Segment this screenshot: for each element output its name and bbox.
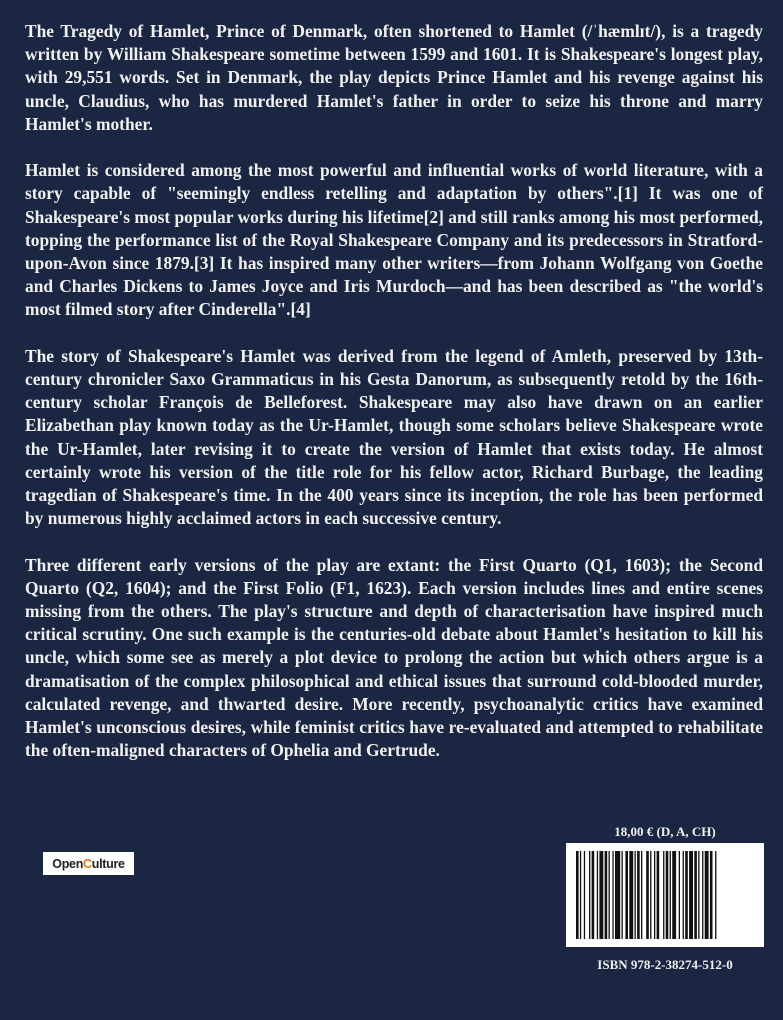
barcode-bar <box>615 851 620 939</box>
barcode-bar <box>679 851 680 939</box>
back-cover-text <box>25 20 763 786</box>
barcode-bar <box>612 851 613 939</box>
barcode-icon <box>566 843 764 947</box>
paragraph-2: Hamlet is considered among the most powerful and influential works of world literature, with a story capable of "seemingly endless retelling and adaptation by others".[1] It was one of Shakespeare's most popular works during his lifetime[2] and still ranks among his most performed, topping the performance list of the Royal Shakespeare Company and its predecessors in Stratford-upon-Avon since 1879.[3] It has inspired many other writers—from Johann Wolfgang von Goethe and Charles Dickens to James Joyce and Iris Murdoch—and has been described as "the world's most filmed story after Cinderella".[4] <box>25 160 763 320</box>
barcode-bar <box>599 851 603 939</box>
barcode-bar <box>637 851 640 939</box>
barcode-bar <box>646 851 649 939</box>
barcode-bar <box>641 851 642 939</box>
paragraph-3: The story of Shakespeare's Hamlet was derived from the legend of Amleth, preserved by 13th-century chronicler Saxo Grammaticus in his Gesta Danorum, as subsequently retold by the 16th-century scholar François de Belleforest. Shakespeare may also have drawn on an earlier Elizabethan play known today as the Ur-Hamlet, though some scholars believe Shakespeare wrote the Ur-Hamlet, later revising it to create the version of Hamlet that exists today. He almost certainly wrote his version of the title role for his fellow actor, Richard Burbage, the leading tragedian of Shakespeare's time. In the 400 years since its inception, the role has been performed by numerous highly acclaimed actors in each successive century. <box>25 345 763 529</box>
barcode-bar <box>609 851 610 939</box>
paragraph-1: The Tragedy of Hamlet, Prince of Denmark, often shortened to Hamlet (/ˈhæmlɪt/), is a tragedy written by William Shakespeare sometime between 1599 and 1601. It is Shakespeare's longest play, with 29,551 words. Set in Denmark, the play depicts Prince Hamlet and his revenge against his uncle, Claudius, who has murdered Hamlet's father in order to seize his throne and marry Hamlet's mother. <box>25 21 763 134</box>
barcode-bar <box>689 851 693 939</box>
barcode-bar <box>698 851 699 939</box>
barcode-bar <box>683 851 684 939</box>
barcode-bar <box>715 851 716 939</box>
barcode-bar <box>685 851 688 939</box>
barcode-bar <box>663 851 664 939</box>
barcode-bar <box>629 851 633 939</box>
barcode-bar <box>694 851 697 939</box>
barcode-bar <box>657 851 660 939</box>
barcode <box>566 843 764 947</box>
barcode-bar <box>625 851 628 939</box>
barcode-bar <box>635 851 636 939</box>
logo-text-ulture: ulture <box>91 856 125 871</box>
barcode-bar <box>584 851 585 939</box>
barcode-bar <box>670 851 671 939</box>
barcode-bar <box>592 851 595 939</box>
barcode-bar <box>702 851 703 939</box>
barcode-bar <box>580 851 581 939</box>
logo-text-open: Open <box>52 856 84 871</box>
barcode-bar <box>710 851 713 939</box>
barcode-bar <box>576 851 579 939</box>
isbn-label: ISBN 978-2-38274-512-0 <box>597 957 733 972</box>
barcode-bar <box>650 851 651 939</box>
barcode-bar <box>705 851 709 939</box>
barcode-bar <box>654 851 655 939</box>
logo-c-mark-icon: C <box>83 856 92 871</box>
barcode-bar <box>589 851 590 939</box>
publisher-logo <box>43 852 134 875</box>
barcode-bar <box>672 851 676 939</box>
barcode-bar <box>622 851 623 939</box>
barcode-bar <box>605 851 608 939</box>
barcode-bar <box>666 851 669 939</box>
barcode-bar <box>597 851 598 939</box>
price-label: 18,00 € (D, A, CH) <box>614 824 716 839</box>
paragraph-4: Three different early versions of the play are extant: the First Quarto (Q1, 1603); the Second Quarto (Q2, 1604); and the First Folio (F1, 1623). Each version includes lines and entire scenes missing from the others. The play's structure and depth of characterisation have inspired much critical scrutiny. One such example is the centuries-old debate about Hamlet's hesitation to kill his uncle, which some see as merely a plot device to prolong the action but which others argue is a dramatisation of the complex philosophical and ethical issues that surround cold-blooded murder, calculated revenge, and thwarted desire. More recently, psychoanalytic critics have examined Hamlet's unconscious desires, while feminist critics have re-evaluated and attempted to rehabilitate the often-maligned characters of Ophelia and Gertrude. <box>25 554 763 761</box>
